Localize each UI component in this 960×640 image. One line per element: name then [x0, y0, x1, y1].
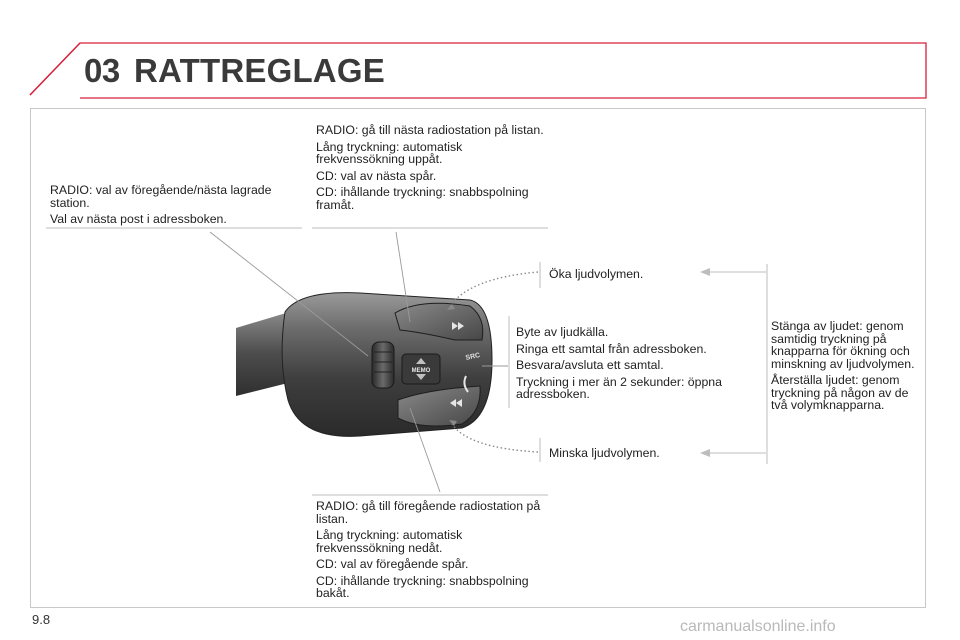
callout-line: CD: ihållande tryckning: snabbspolning bakåt. [316, 573, 529, 600]
callout-mute [771, 320, 921, 416]
callout-source [516, 326, 744, 405]
callout-volume-up [549, 268, 749, 285]
callout-line: Stänga av ljudet: genom samtidig tryckning på knapparna för ökning och minskning av ljudvolymen. [771, 319, 915, 371]
callout-line: RADIO: gå till föregående radiostation på listan. [316, 499, 541, 526]
callout-line: Byte av ljudkälla. [516, 325, 609, 339]
memo-label: MEMO [411, 368, 431, 374]
callout-line: CD: val av nästa spår. [316, 168, 437, 183]
callout-line: Ringa ett samtal från adressboken. [516, 341, 707, 356]
callout-prev-station [316, 500, 548, 604]
callout-line: Val av nästa post i adressboken. [50, 212, 227, 226]
callout-line: CD: val av föregående spår. [316, 557, 469, 571]
chapter-title: RATTREGLAGE [134, 52, 385, 89]
callout-line: Öka ljudvolymen. [549, 267, 644, 281]
callout-volume-down [549, 447, 749, 464]
callout-line: Lång tryckning: automatisk frekvenssökning uppåt. [316, 139, 463, 166]
dotted-vol-down [452, 424, 538, 452]
thumb-wheel [372, 342, 394, 388]
callout-line: RADIO: val av föregående/nästa lagrade station. [50, 183, 272, 210]
page-number: 9.8 [32, 612, 51, 627]
callout-line: Tryckning i mer än 2 sekunder: öppna adressboken. [516, 374, 722, 401]
src-label: SRC [464, 352, 481, 362]
callout-line: Återställa ljudet: genom tryckning på någon av de två volymknapparna. [771, 373, 909, 412]
callout-line: CD: ihållande tryckning: snabbspolning framåt. [316, 185, 529, 212]
callout-line: Besvara/avsluta ett samtal. [516, 358, 664, 372]
chapter-number: 03 [84, 52, 120, 89]
callout-line: Minska ljudvolymen. [549, 446, 660, 460]
callout-line: Lång tryckning: automatisk frekvenssökning nedåt. [316, 528, 463, 555]
callout-prev-next-station [50, 184, 300, 230]
callout-next-station [316, 124, 548, 215]
watermark: carmanualsonline.info [680, 618, 836, 635]
callout-line: RADIO: gå till nästa radiostation på listan. [316, 123, 544, 137]
